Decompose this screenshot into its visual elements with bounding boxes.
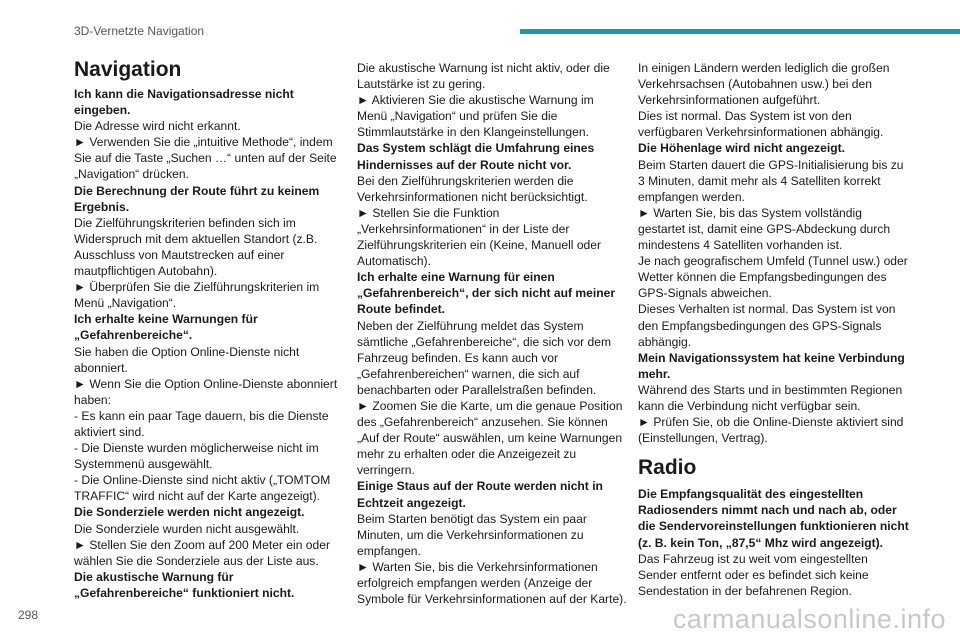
paragraph: Neben der Zielführung meldet das System sämtliche „Gefahrenbereiche“, die sich vor dem Fahrzeug befinden. Es kann auch vor „Gefahrenbereichen“ warnen, die sich auf benachbarten oder Parallelstraßen befinden.: [357, 318, 612, 397]
paragraph: Während des Starts und in bestimmten Regionen kann die Verbindung nicht verfügbar sein.: [638, 382, 903, 413]
paragraph: - Die Online-Dienste sind nicht aktiv („TOMTOM TRAFFIC“ wird nicht auf der Karte angezeigt).: [74, 473, 331, 504]
column-1: [74, 58, 346, 601]
paragraph: Beim Starten benötigt das System ein paar Minuten, um die Verkehrsinformationen zu empfangen.: [357, 511, 587, 558]
paragraph: ► Warten Sie, bis die Verkehrsinformationen erfolgreich empfangen werden (Anzeige der Symbole für Verkehrsinformationen auf der Karte).: [357, 559, 627, 607]
paragraph: ► Aktivieren Sie die akustische Warnung im Menü „Navigation“ und prüfen Sie die Stimmlautstärke in den Klangeinstellungen.: [357, 93, 594, 140]
problem-heading: Ich kann die Navigationsadresse nicht eingeben.: [74, 87, 294, 118]
paragraph: - Die Dienste wurden möglicherweise nicht im Systemmenü ausgewählt.: [74, 441, 319, 472]
problem-heading: Die Empfangsqualität des eingestellten Radiosenders nimmt nach und nach ab, oder die Sendervoreinstellungen funktionieren nicht (z. B. kein Ton, „87,5“ Mhz wird angezeigt).: [638, 487, 909, 550]
problem-heading: Einige Staus auf der Route werden nicht in Echtzeit angezeigt.: [357, 479, 603, 510]
problem-heading: Die Berechnung der Route führt zu keinem Ergebnis.: [74, 183, 320, 214]
paragraph: Die Sonderziele wurden nicht ausgewählt.: [74, 521, 300, 536]
section-heading: Radio: [638, 456, 697, 480]
problem-heading: Die akustische Warnung für „Gefahrenbereiche“ funktioniert nicht.: [74, 569, 295, 600]
paragraph: Dies ist normal. Das System ist von den verfügbaren Verkehrsinformationen abhängig.: [638, 109, 884, 140]
paragraph: Sie haben die Option Online-Dienste nicht abonniert.: [74, 344, 300, 375]
problem-heading: Die Sonderziele werden nicht angezeigt.: [74, 505, 305, 520]
paragraph: Bei den Zielführungskriterien werden die Verkehrsinformationen nicht berücksichtigt.: [357, 173, 588, 204]
paragraph: ► Prüfen Sie, ob die Online-Dienste aktiviert sind (Einstellungen, Vertrag).: [638, 415, 904, 446]
problem-heading: Die Höhenlage wird nicht angezeigt.: [638, 141, 845, 156]
paragraph: ► Stellen Sie die Funktion „Verkehrsinformationen“ in der Liste der Zielführungskriterien ein (Keine, Manuell oder Automatisch).: [357, 205, 602, 269]
paragraph: ► Warten Sie, bis das System vollständig gestartet ist, damit eine GPS-Abdeckung durch mindestens 4 Satelliten vorhanden ist.: [638, 205, 891, 253]
paragraph: Die akustische Warnung ist nicht aktiv, oder die Lautstärke ist zu gering.: [357, 61, 610, 92]
paragraph: Je nach geografischem Umfeld (Tunnel usw.) oder Wetter können die Empfangsbedingungen des GPS-Signals abweichen.: [638, 254, 908, 301]
paragraph: Beim Starten dauert die GPS-Initialisierung bis zu 3 Minuten, damit mehr als 4 Satelliten korrekt empfangen werden.: [638, 157, 904, 204]
column-3: [638, 60, 910, 599]
paragraph: ► Zoomen Sie die Karte, um die genaue Position des „Gefahrenbereich“ anzusehen. Sie können „Auf der Route“ auswählen, um keine Warnungen mehr zu erhalten oder die Anzeigezeit zu verringern.: [357, 398, 623, 478]
paragraph: Die Adresse wird nicht erkannt.: [74, 119, 241, 134]
paragraph: Dieses Verhalten ist normal. Das System ist von den Empfangsbedingungen des GPS-Signals abhängig.: [638, 302, 896, 349]
paragraph: ► Wenn Sie die Option Online-Dienste abonniert haben:: [74, 376, 338, 407]
running-header: 3D-Vernetzte Navigation: [74, 24, 205, 38]
watermark: carmanualsonline.info: [672, 604, 946, 634]
column-2: [357, 60, 627, 607]
page-number: 298: [18, 608, 39, 622]
paragraph: - Es kann ein paar Tage dauern, bis die Dienste aktiviert sind.: [74, 408, 329, 439]
problem-heading: Ich erhalte keine Warnungen für „Gefahrenbereiche“.: [74, 312, 258, 343]
paragraph: ► Stellen Sie den Zoom auf 200 Meter ein oder wählen Sie die Sonderziele aus der Liste aus.: [74, 537, 331, 568]
paragraph: Die Zielführungskriterien befinden sich im Widerspruch mit dem aktuellen Standort (z.B. Ausschluss von Mautstrecken auf einer mautpflichtigen Autobahn).: [74, 215, 318, 279]
problem-heading: Das System schlägt die Umfahrung eines Hindernisses auf der Route nicht vor.: [357, 141, 595, 172]
paragraph: In einigen Ländern werden lediglich die großen Verkehrsachsen (Autobahnen usw.) bei den Verkehrsinformationen aufgeführt.: [638, 61, 890, 108]
paragraph: ► Überprüfen Sie die Zielführungskriterien im Menü „Navigation“.: [74, 280, 320, 311]
problem-heading: Ich erhalte eine Warnung für einen „Gefahrenbereich“, der sich nicht auf meiner Route befindet.: [357, 270, 616, 317]
problem-heading: Mein Navigationssystem hat keine Verbindung mehr.: [638, 350, 905, 381]
paragraph: Das Fahrzeug ist zu weit vom eingestellten Sender entfernt oder es befindet sich keine Sendestation in der befahrenen Region.: [638, 551, 869, 598]
paragraph: ► Verwenden Sie die „intuitive Methode“, indem Sie auf die Taste „Suchen …“ unten auf der Seite „Navigation“ drücken.: [74, 135, 337, 182]
section-heading: Navigation: [74, 58, 182, 81]
header-accent-bar: [520, 29, 960, 34]
